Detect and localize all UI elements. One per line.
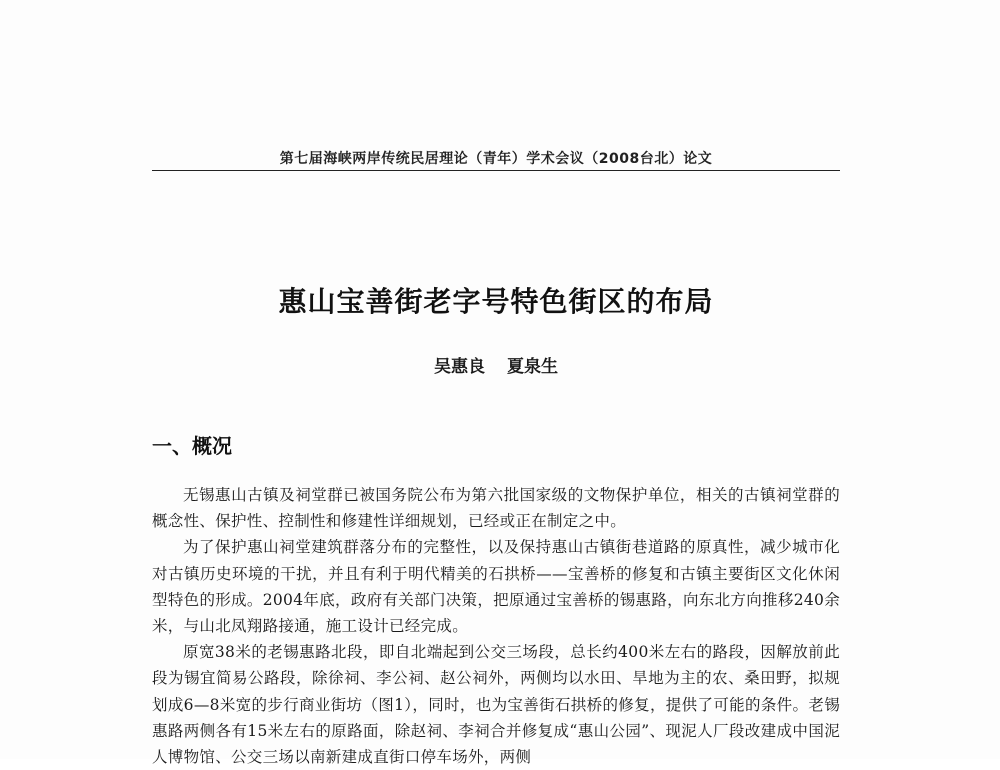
paragraph: 为了保护惠山祠堂建筑群落分布的完整性，以及保持惠山古镇街巷道路的原真性，减少城市化对古镇历史环境的干扰，并且有利于明代精美的石拱桥——宝善桥的修复和古镇主要街区文化休闲型特色的形成。2004年底，政府有关部门决策，把原通过宝善桥的锡惠路，向东北方向推移240余米，与山北凤翔路接通，施工设计已经完成。 xyxy=(152,538,840,636)
paper-title: 惠山宝善街老字号特色街区的布局 xyxy=(278,285,714,318)
author-name: 吴惠良 xyxy=(434,357,485,377)
paragraph: 原宽38米的老锡惠路北段，即自北端起到公交三场段，总长约400米左右的路段，因解放前此段为锡宜简易公路段，除徐祠、李公祠、赵公祠外，两侧均以水田、旱地为主的农、桑田野，拟规划成6—8米宽的步行商业街坊（图1），同时，也为宝善街石拱桥的修复，提供了可能的条件。老锡惠路两侧各有15米左右的原路面，除赵祠、李祠合并修复成“惠山公园”、现泥人厂段改建成中国泥人博物馆、公交三场以南新建成直街口停车场外，两侧 xyxy=(152,643,840,767)
section-heading: 一、概况 xyxy=(152,434,232,458)
running-header: 第七届海峡两岸传统民居理论（青年）学术会议（2008台北）论文 xyxy=(279,151,713,167)
header-rule xyxy=(152,170,840,171)
author-name: 夏泉生 xyxy=(507,357,558,377)
paragraph: 无锡惠山古镇及祠堂群已被国务院公布为第六批国家级的文物保护单位，相关的古镇祠堂群的概念性、保护性、控制性和修建性详细规划，已经或正在制定之中。 xyxy=(152,486,840,531)
body-text xyxy=(152,482,840,770)
author-line xyxy=(152,352,840,377)
